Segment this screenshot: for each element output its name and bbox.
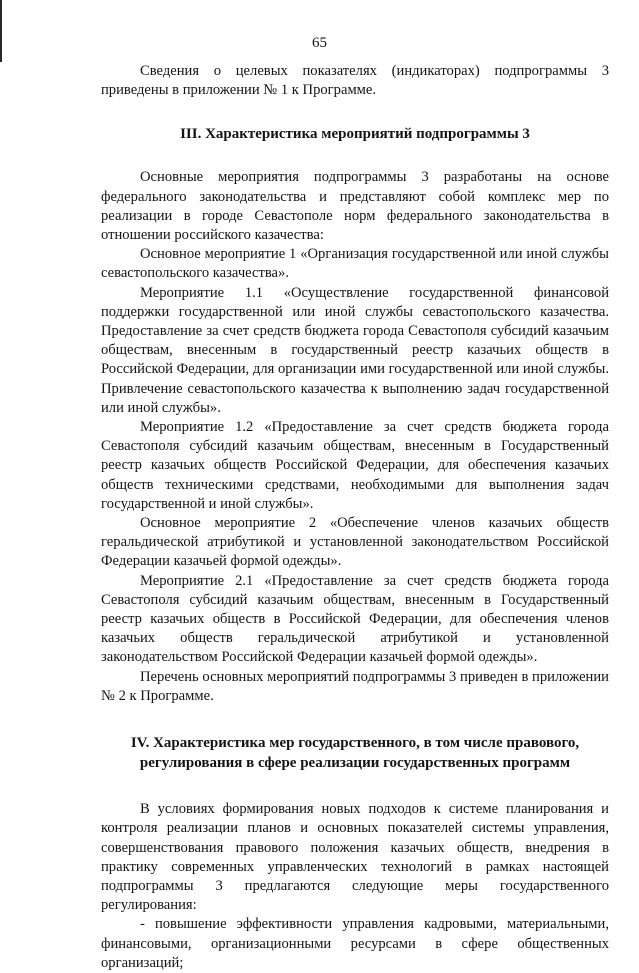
section-4-paragraph-1: В условиях формирования новых подходов к системе планирования и контроля реализации планов и основных показателей системы управления, совершенствования правового положения казачьих обществ, внедрения в практику современных управленческих технологий в рамках настоящей подпрограммы 3 предлагаются следующие меры государственного регулирования: xyxy=(101,801,609,914)
intro-paragraph: Сведения о целевых показателях (индикаторах) подпрограммы 3 приведены в приложении № 1 к Программе. xyxy=(101,63,609,99)
section-3-paragraph-4: Мероприятие 1.2 «Предоставление за счет средств бюджета города Севастополя субсидий казачьим обществам, внесенным в Государственный реестр казачьих обществ Российской Федерации, для обеспечения казачьих обществ техническими средствами, необходимыми для выполнения задач государственной и иной службы». xyxy=(101,419,609,512)
scan-edge-mark xyxy=(0,0,2,62)
page-content xyxy=(101,62,609,973)
section-3-heading: III. Характеристика мероприятий подпрограммы 3 xyxy=(180,126,530,143)
section-3-paragraph-1: Основные мероприятия подпрограммы 3 разработаны на основе федерального законодательства и представляют собой комплекс мер по реализации в городе Севастополе норм федерального законодательства в отношении российского казачества: xyxy=(101,169,609,244)
section-4-heading-line-2: регулирования в сфере реализации государственных программ xyxy=(139,755,571,772)
section-4-paragraph-2: - повышение эффективности управления кадровыми, материальными, финансовыми, организационными ресурсами в сфере общественных организаций; xyxy=(101,916,609,971)
section-3-paragraph-6: Мероприятие 2.1 «Предоставление за счет средств бюджета города Севастополя субсидий казачьим обществам, внесенным в Государственный реестр казачьих обществ в Российской Федерации, для обеспечения членов казачьих обществ геральдической атрибутикой и установленной законодательством Российской Федерации казачьей формой одежды». xyxy=(101,572,609,666)
section-4-heading xyxy=(101,733,609,773)
section-3-paragraph-7: Перечень основных мероприятий подпрограммы 3 приведен в приложении № 2 к Программе. xyxy=(101,668,609,704)
section-3-paragraph-2: Основное мероприятие 1 «Организация государственной или иной службы севастопольского казачества». xyxy=(101,246,609,282)
section-3-paragraph-3: Мероприятие 1.1 «Осуществление государственной финансовой поддержки государственной или иной службы севастопольского казачества. Предоставление за счет средств бюджета города Севастополя субсидий казачьим обществам, внесенным в государственный реестр казачьих обществ в Российской Федерации, для организации ими государственной или иной службы. Привлечение севастопольского казачества к выполнению задач государственной или иной службы». xyxy=(101,284,609,416)
section-3-paragraph-5: Основное мероприятие 2 «Обеспечение членов казачьих обществ геральдической атрибутикой и установленной законодательством Российской Федерации казачьей формой одежды». xyxy=(101,515,609,570)
section-4-heading-line-1: IV. Характеристика мер государственного, в том числе правового, xyxy=(130,735,580,752)
page-number: 65 xyxy=(312,35,327,51)
